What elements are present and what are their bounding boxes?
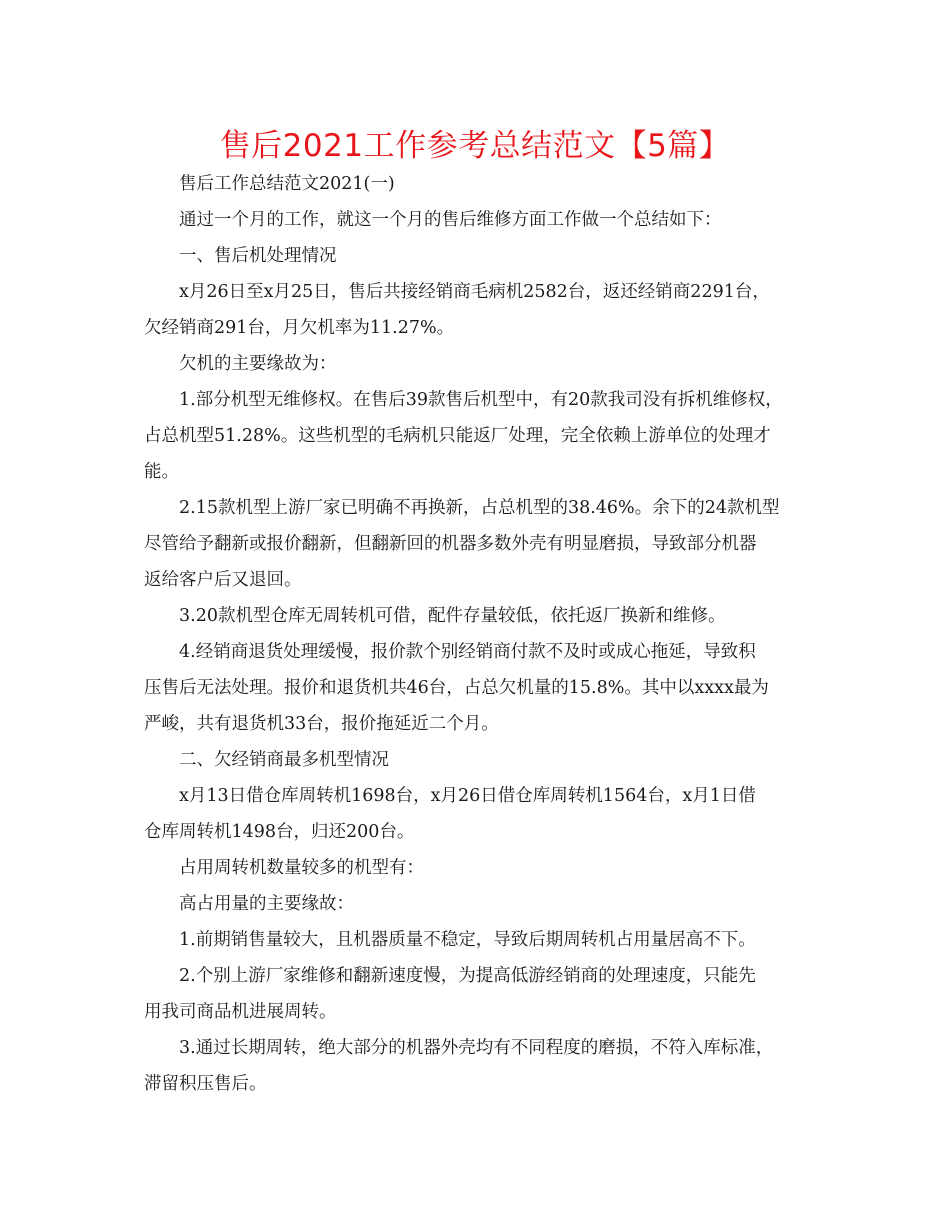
text-line: 用我司商品机进展周转。 xyxy=(144,1002,337,1022)
text-line: 售后工作总结范文2021(一) xyxy=(179,174,395,194)
text-line: 1.部分机型无维修权。在售后39款售后机型中，有20款我司没有拆机维修权， xyxy=(179,390,783,410)
text-line: 欠机的主要缘故为： xyxy=(179,354,337,374)
text-line: 压售后无法处理。报价和退货机共46台，占总欠机量的15.8%。其中以xxxx最为 xyxy=(144,678,769,698)
text-line: 一、售后机处理情况 xyxy=(179,246,337,266)
text-line: 通过一个月的工作，就这一个月的售后维修方面工作做一个总结如下： xyxy=(179,210,722,230)
text-line: 尽管给予翻新或报价翻新，但翻新回的机器多数外壳有明显磨损，导致部分机器 xyxy=(144,534,757,554)
text-line: 2.15款机型上游厂家已明确不再换新，占总机型的38.46%。余下的24款机型 xyxy=(179,498,780,518)
text-line: x月13日借仓库周转机1698台，x月26日借仓库周转机1564台，x月1日借 xyxy=(179,786,756,806)
text-line: x月26日至x月25日，售后共接经销商毛病机2582台，返还经销商2291台， xyxy=(179,282,770,302)
text-line: 3.通过长期周转，绝大部分的机器外壳均有不同程度的磨损，不符入库标准， xyxy=(179,1038,774,1058)
text-line: 严峻，共有退货机33台，报价拖延近二个月。 xyxy=(144,714,499,734)
text-line: 占总机型51.28%。这些机型的毛病机只能返厂处理，完全依赖上游单位的处理才 xyxy=(144,426,771,446)
text-line: 仓库周转机1498台，归还200台。 xyxy=(144,822,415,842)
text-line: 占用周转机数量较多的机型有： xyxy=(179,858,424,878)
text-line: 二、欠经销商最多机型情况 xyxy=(179,750,389,770)
text-line: 滞留积压售后。 xyxy=(144,1074,267,1094)
text-line: 欠经销商291台，月欠机率为11.27%。 xyxy=(144,318,455,338)
text-line: 2.个别上游厂家维修和翻新速度慢，为提高低游经销商的处理速度，只能先 xyxy=(179,966,756,986)
text-line: 4.经销商退货处理缓慢，报价款个别经销商付款不及时或成心拖延，导致积 xyxy=(179,642,756,662)
text-line: 1.前期销售量较大，且机器质量不稳定，导致后期周转机占用量居高不下。 xyxy=(179,930,756,950)
text-line: 返给客户后又退回。 xyxy=(144,570,302,590)
text-line: 3.20款机型仓库无周转机可借，配件存量较低，依托返厂换新和维修。 xyxy=(179,606,726,626)
document-title: 售后2021工作参考总结范文【5篇】 xyxy=(219,128,731,164)
text-line: 能。 xyxy=(144,462,179,482)
document-body xyxy=(144,166,834,1102)
text-line: 高占用量的主要缘故： xyxy=(179,894,354,914)
